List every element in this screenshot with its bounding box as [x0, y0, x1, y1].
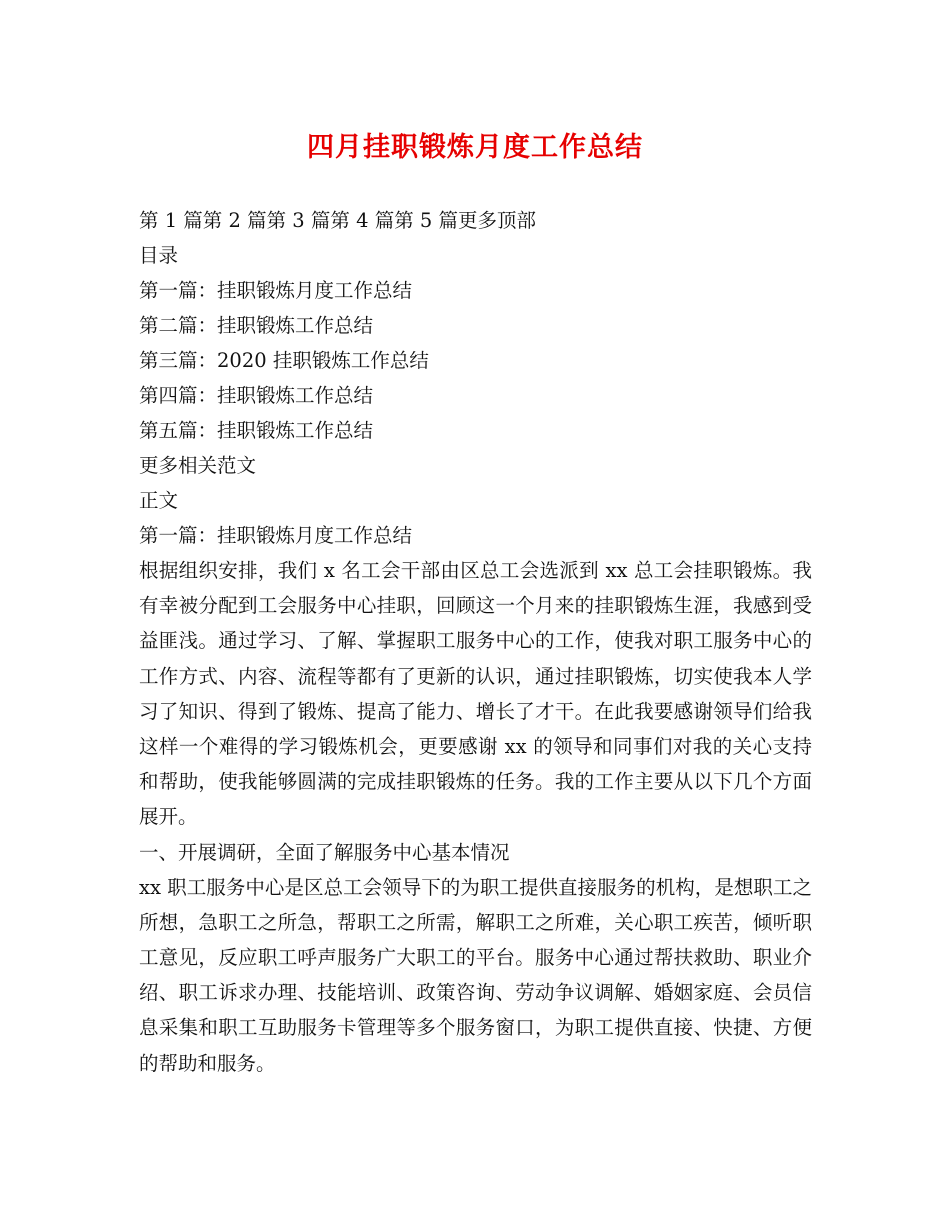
toc-item-1: 第一篇：挂职锻炼月度工作总结 [139, 279, 413, 302]
nav-line: 第 1 篇第 2 篇第 3 篇第 4 篇第 5 篇更多顶部 [139, 209, 537, 232]
section-1-heading: 一、开展调研，全面了解服务中心基本情况 [139, 840, 510, 864]
document-title: 四月挂职锻炼月度工作总结 [307, 132, 643, 163]
document-body [139, 203, 812, 1081]
toc-item-5: 第五篇：挂职锻炼工作总结 [139, 419, 374, 442]
more-related-link: 更多相关范文 [139, 454, 257, 477]
toc-item-2: 第二篇：挂职锻炼工作总结 [139, 314, 374, 337]
body-heading: 正文 [139, 489, 179, 512]
toc-item-3: 第三篇：2020 挂职锻炼工作总结 [139, 349, 429, 372]
toc-heading: 目录 [139, 244, 179, 267]
chapter-heading: 第一篇：挂职锻炼月度工作总结 [139, 524, 413, 547]
paragraph-2: xx 职工服务中心是区总工会领导下的为职工提供直接服务的机构，是想职工之所想，急职工之所急，帮职工之所需，解职工之所难，关心职工疾苦，倾听职工意见，反应职工呼声服务广大职工的平台。服务中心通过帮扶救助、职业介绍、职工诉求办理、技能培训、政策咨询、劳动争议调解、婚姻家庭、会员信息采集和职工互助服务卡管理等多个服务窗口，为职工提供直接、快捷、方便的帮助和服务。 [139, 875, 812, 1075]
paragraph-1: 根据组织安排，我们 x 名工会干部由区总工会选派到 xx 总工会挂职锻炼。我有幸被分配到工会服务中心挂职，回顾这一个月来的挂职锻炼生涯，我感到受益匪浅。通过学习、了解、掌握职工服务中心的工作，使我对职工服务中心的工作方式、内容、流程等都有了更新的认识，通过挂职锻炼，切实使我本人学习了知识、得到了锻炼、提高了能力、增长了才干。在此我要感谢领导们给我这样一个难得的学习锻炼机会，更要感谢 xx 的领导和同事们对我的关心支持和帮助，使我能够圆满的完成挂职锻炼的任务。我的工作主要从以下几个方面展开。 [139, 559, 812, 829]
toc-item-4: 第四篇：挂职锻炼工作总结 [139, 384, 374, 407]
